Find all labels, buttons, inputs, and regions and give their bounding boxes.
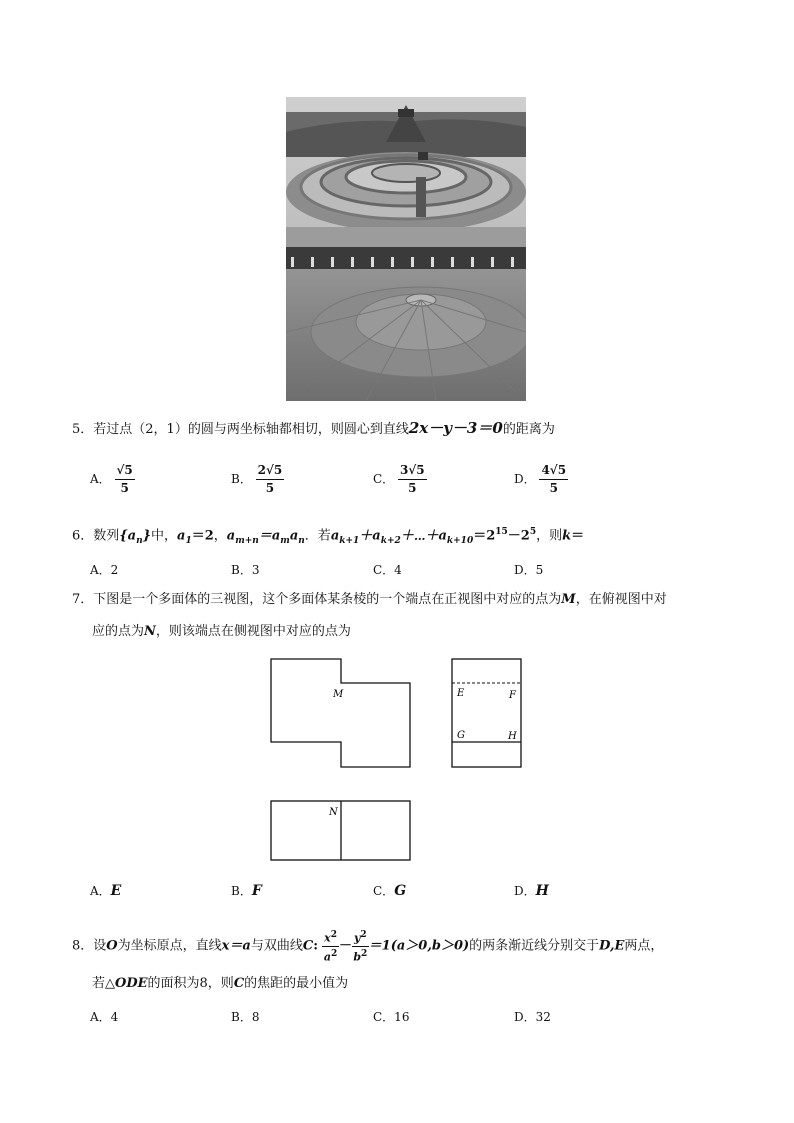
q6-cond2-sub: m+n: [235, 535, 259, 546]
q8-a: a: [323, 950, 331, 964]
q8-text-b: 为坐标原点，直线: [117, 938, 222, 954]
q6-number: 6．: [72, 528, 94, 544]
q6-option-c[interactable]: C．4: [373, 563, 402, 577]
option-value: F: [251, 883, 262, 899]
q6-cond2-sub3: n: [298, 535, 305, 546]
side-view: [452, 659, 521, 767]
q6-k: k: [562, 528, 572, 544]
q6-text-a: 数列: [93, 528, 120, 544]
q5-d-num: 4√5: [539, 462, 568, 480]
q8-text-d: 的两条渐近线分别交于: [469, 938, 600, 954]
q7-line1-a: 下图是一个多面体的三视图，这个多面体某条棱的一个端点在正视图中对应的点为: [93, 592, 562, 607]
q8-line2-b: 的面积为8，则: [147, 976, 234, 991]
q6-cond1-sub: 1: [185, 535, 192, 546]
q5-a-num: √5: [115, 462, 135, 480]
q6-option-b[interactable]: B．3: [231, 563, 260, 577]
q6-text-b: 中，: [151, 528, 178, 544]
q6-text-d: ，则: [536, 528, 563, 544]
q8-text-c: 与双曲线: [250, 938, 303, 954]
q5-d-den: 5: [549, 481, 558, 495]
q8-y-sq: 2: [360, 930, 367, 940]
q6-cond2-rest: ＝a: [258, 528, 281, 544]
q7-option-b[interactable]: [231, 882, 262, 899]
q6-seq-close: }: [142, 528, 152, 544]
q6-sum-b-sub: k+2: [380, 535, 401, 546]
q6-sum-a-sub: k+1: [339, 535, 360, 546]
q6-sum-c-sub: k+10: [446, 535, 474, 546]
q5-b-num: 2√5: [256, 462, 285, 480]
q8-frac-x: [322, 928, 339, 964]
q6-sum-b: ＋a: [359, 528, 381, 544]
option-letter: A．: [90, 884, 111, 898]
q8-ODE: ODE: [115, 976, 148, 991]
q6-eq: ＝: [571, 528, 585, 544]
q8-number: 8．: [72, 938, 94, 954]
q5-c-den: 5: [408, 481, 417, 495]
q8-cond: ＝1(a＞0,b＞0): [368, 938, 470, 954]
q8-b: b: [353, 950, 362, 964]
q8-option-d[interactable]: D．32: [514, 1010, 551, 1024]
q6-option-d[interactable]: D．5: [514, 563, 544, 577]
label-N: N: [329, 807, 338, 818]
option-letter: C．: [373, 884, 395, 898]
q8-b-sq: 2: [361, 948, 368, 959]
q8-colon: :: [313, 938, 319, 954]
q8-x: x: [324, 931, 331, 945]
q5-c-num: 3√5: [398, 462, 427, 480]
q8-option-c[interactable]: C．16: [373, 1010, 410, 1024]
q5-text-b: 的距离为: [502, 422, 555, 437]
q6-sum-a: a: [330, 528, 340, 544]
option-value: G: [394, 883, 407, 899]
q8-DE: D,E: [599, 938, 625, 954]
q8-option-a[interactable]: A．4: [90, 1010, 119, 1024]
question-8-line-2: [92, 974, 348, 994]
q8-minus: －: [338, 938, 352, 954]
q6-seq-sub: n: [136, 535, 143, 546]
q8-O: O: [106, 938, 118, 954]
q7-option-d[interactable]: [514, 882, 549, 899]
q7-number: 7．: [72, 592, 94, 607]
option-value: H: [535, 883, 549, 899]
q6-sum-c: ＋⋯＋a: [400, 528, 447, 544]
option-letter: D．: [514, 472, 536, 486]
q8-x-sq: 2: [330, 930, 337, 940]
q8-C: C: [302, 938, 314, 954]
front-view: [271, 659, 410, 767]
q6-sum-e-sup: 5: [529, 527, 537, 537]
q6-cond2: a: [226, 528, 236, 544]
q5-b-den: 5: [265, 481, 275, 495]
option-value: E: [110, 883, 122, 899]
q6-option-a[interactable]: A．2: [90, 563, 119, 577]
q6-cond1-rest: ＝2: [191, 528, 214, 544]
q6-seq: {a: [119, 528, 137, 544]
q8-y: y: [354, 931, 361, 945]
question-8-line-1: [72, 928, 663, 964]
option-letter: B．: [231, 884, 252, 898]
q8-frac-y: [352, 928, 369, 964]
q7-M: M: [561, 592, 576, 607]
q6-sum-e: －2: [507, 528, 530, 544]
q6-comma: ，: [213, 528, 227, 544]
q8-C2: C: [233, 976, 245, 991]
q7-option-a[interactable]: [90, 882, 121, 899]
label-M: M: [333, 689, 344, 700]
q7-line2-b: ，则该端点在侧视图中对应的点为: [155, 624, 351, 639]
label-G: G: [457, 730, 465, 741]
q5-text-a: 若过点（2，1）的圆与两坐标轴都相切，则圆心到直线: [93, 422, 409, 437]
q5-a-den: 5: [120, 481, 129, 495]
q7-option-c[interactable]: [373, 882, 406, 899]
option-letter: D．: [514, 884, 536, 898]
label-F: F: [509, 690, 516, 701]
q5-line-equation: 2x－y－3＝0: [408, 419, 503, 437]
triangle-icon: △: [105, 976, 116, 991]
q5-number: 5．: [72, 422, 94, 437]
q8-a-sq: 2: [331, 948, 338, 959]
option-letter: B．: [231, 472, 252, 486]
q6-cond1: a: [177, 528, 186, 544]
q6-cond2-sub2: m: [280, 535, 290, 546]
option-letter: A．: [90, 472, 111, 486]
q7-line1-b: ，在俯视图中对: [575, 592, 667, 607]
q6-text-c: ．若: [304, 528, 331, 544]
q8-text-a: 设: [93, 938, 107, 954]
label-E: E: [457, 688, 465, 699]
q6-cond2-rest2: a: [289, 528, 299, 544]
q8-line2-a: 若: [92, 976, 106, 991]
q6-sum-d-sup: 15: [495, 527, 508, 537]
q8-line: x＝a: [221, 938, 251, 954]
option-letter: C．: [373, 472, 395, 486]
q8-text-e: 两点，: [624, 938, 664, 954]
q7-line2-a: 应的点为: [92, 624, 145, 639]
label-H: H: [508, 731, 517, 742]
q7-N: N: [144, 624, 156, 639]
q8-line2-c: 的焦距的最小值为: [244, 976, 349, 991]
q8-option-b[interactable]: B．8: [231, 1010, 260, 1024]
q6-sum-d: ＝2: [473, 528, 496, 544]
